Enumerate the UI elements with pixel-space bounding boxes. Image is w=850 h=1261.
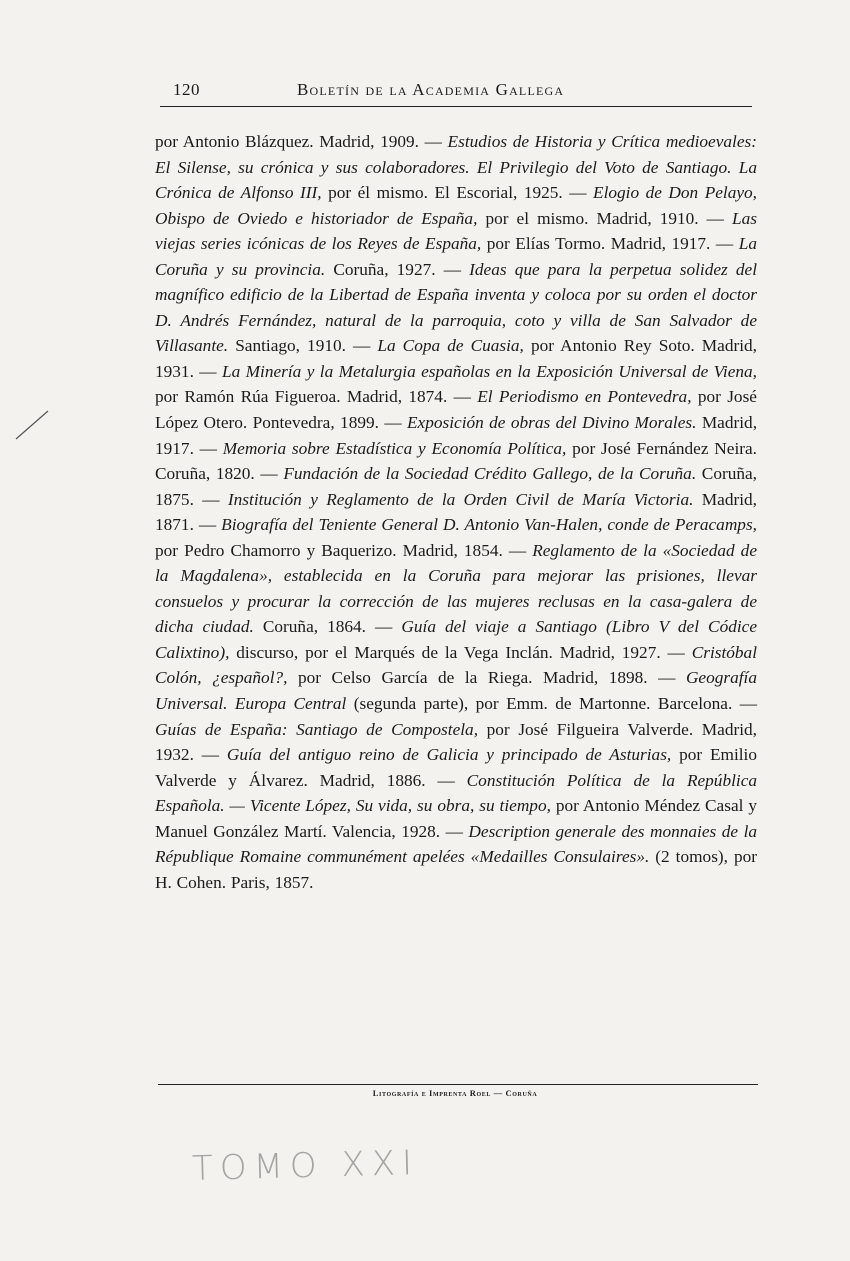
citation-text-segment: por José Filgueira Valverde. Madrid, 1932. — xyxy=(155,719,757,765)
work-title-segment: Exposición de obras del Divino Morales. xyxy=(406,413,697,433)
work-title-segment: Cristóbal Colón, ¿español?, xyxy=(155,642,757,688)
work-title-segment: Institución y Reglamento de la Orden Civil de María Victoria. xyxy=(227,489,694,509)
work-title-segment: La Copa de Cuasia, xyxy=(377,336,524,356)
pencil-stroke-mark-icon xyxy=(12,405,52,445)
handwritten-volume-note: TOMO XXI xyxy=(191,1143,420,1189)
journal-title: Boletín de la Academia Gallega xyxy=(297,80,565,99)
citation-text-segment: Coruña, 1927. — xyxy=(325,259,470,279)
citation-text-segment: Santiago, 1910. — xyxy=(228,336,378,356)
citation-text-segment: Madrid, 1917. — xyxy=(155,413,758,458)
citation-text-segment: por Pedro Chamorro y Baquerizo. Madrid, 1854. — xyxy=(155,540,533,560)
work-title-segment: Guía del viaje a Santiago (Libro V del Códice Calixtino), xyxy=(155,617,758,662)
work-title-segment: Las viejas series icónicas de los Reyes de España, xyxy=(155,208,758,254)
citation-text-segment: Coruña, 1864. — xyxy=(253,617,402,637)
citation-text-segment: por Antonio Blázquez. Madrid, 1909. — xyxy=(155,132,448,151)
work-title-segment: Guías de España: Santiago de Compostela, xyxy=(155,719,479,739)
work-title-segment: El Periodismo en Pontevedra, xyxy=(477,387,692,407)
work-title-segment: La Coruña y su provincia. xyxy=(155,234,757,279)
page-number: 120 xyxy=(173,80,200,99)
citation-text-segment: por el mismo. Madrid, 1910. — xyxy=(477,208,733,228)
work-title-segment: Fundación de la Sociedad Crédito Gallego, de la Coruña. xyxy=(283,464,697,484)
work-title-segment: Memoria sobre Estadística y Economía Política, xyxy=(222,438,567,458)
citation-text-segment: por Celso García de la Riega. Madrid, 1898. — xyxy=(287,668,686,688)
citation-text-segment: discurso, por el Marqués de la Vega Inclán. Madrid, 1927. — xyxy=(229,642,692,662)
footer-rule xyxy=(158,1084,758,1085)
citation-text-segment: por Antonio Rey Soto. Madrid, 1931. — xyxy=(155,336,757,381)
running-head xyxy=(0,80,850,106)
work-title-segment: Biografía del Teniente General D. Antonio Van-Halen, conde de Peracamps, xyxy=(221,515,757,535)
work-title-segment: Reglamento de la «Sociedad de la Magdalena», establecida en la Coruña para mejorar las prisiones, llevar consuelos y procurar la corrección de las mujeres reclusas en la casa-galera de dicha ciudad. xyxy=(155,540,757,637)
work-title-segment: Geografía Universal. Europa Central xyxy=(155,668,757,714)
citation-text-segment: por José López Otero. Pontevedra, 1899. — xyxy=(155,387,757,433)
citation-text-segment: por Ramón Rúa Figueroa. Madrid, 1874. — xyxy=(155,387,478,407)
citation-text-segment: por Antonio Méndez Casal y Manuel González Martí. Valencia, 1928. — xyxy=(155,796,757,841)
citation-text-segment: por Emilio Valverde y Álvarez. Madrid, 1886. — xyxy=(155,745,757,790)
citation-text-segment: por Elías Tormo. Madrid, 1917. — xyxy=(481,234,739,254)
work-title-segment: Ideas que para la perpetua solidez del magnífico edificio de la Libertad de España inventa y coloca por su orden el doctor D. Andrés Fernández, natural de la parroquia, coto y villa de San Salvador de Villasante. xyxy=(155,259,757,356)
citation-text-segment: por él mismo. El Escorial, 1925. — xyxy=(321,183,594,203)
work-title-segment: Description generale des monnaies de la République Romaine communément apelées «Medailles Consulaires». xyxy=(155,821,758,867)
work-title-segment: Estudios de Historia y Crítica medioevales: El Silense, su crónica y sus colaboradores. El Privilegio del Voto de Santiago. La Crónica de Alfonso III, xyxy=(155,132,757,203)
citation-text-segment: por José Fernández Neira. Coruña, 1820. — xyxy=(155,438,758,484)
printer-imprint: Litografía e Imprenta Roel — Coruña xyxy=(372,1088,538,1098)
work-title-segment: La Minería y la Metalurgia españolas en la Exposición Universal de Viena, xyxy=(221,361,757,381)
work-title-segment: Guía del antiguo reino de Galicia y principado de Asturias, xyxy=(226,745,672,765)
work-title-segment: Elogio de Don Pelayo, Obispo de Oviedo e historiador de España, xyxy=(155,183,758,228)
citation-text-segment: Madrid, 1871. — xyxy=(155,489,757,535)
bibliography-paragraph xyxy=(155,129,757,895)
citation-text-segment: (2 tomos), por H. Cohen. Paris, 1857. xyxy=(155,847,758,892)
work-title-segment: Constitución Política de la República Española. — Vicente López, Su vida, su obra, su tiempo, xyxy=(155,770,758,816)
citation-text-segment: Coruña, 1875. — xyxy=(155,464,757,509)
header-rule xyxy=(160,106,752,107)
citation-text-segment: (segunda parte), por Emm. de Martonne. Barcelona. — xyxy=(346,694,757,714)
